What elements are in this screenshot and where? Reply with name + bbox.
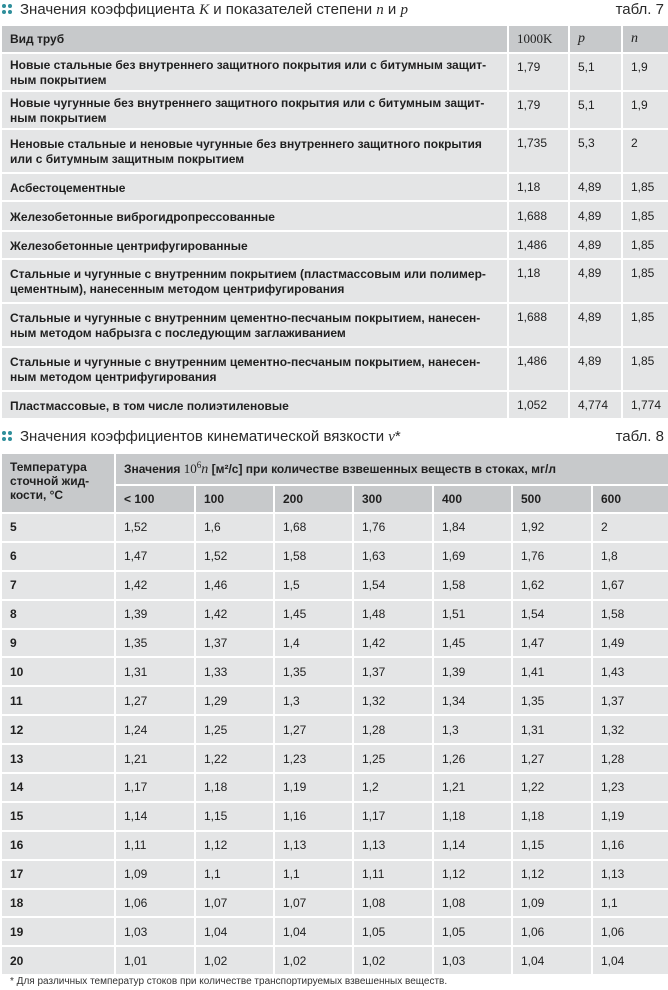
viscosity-value-cell: 1,13 [353, 831, 433, 860]
viscosity-value-cell: 1,5 [274, 571, 353, 600]
viscosity-value-cell: 1,23 [592, 773, 668, 802]
temperature-cell: 14 [1, 773, 115, 802]
table-row [1, 917, 668, 946]
n-value-cell: 1,9 [622, 53, 668, 91]
viscosity-value-cell: 1,39 [433, 657, 512, 686]
temperature-cell: 5 [1, 513, 115, 542]
footnote: * Для различных температур стоков при количестве транспортируемых взвешенных веществ. [10, 976, 448, 987]
table-row [1, 715, 668, 744]
pipe-type-cell: Новые чугунные без внутреннего защитного покрытия или с битумным защит-ным покрытием [1, 91, 508, 129]
table7-heading [0, 0, 668, 22]
viscosity-value-cell: 1,12 [433, 860, 512, 889]
viscosity-value-cell: 1,05 [433, 917, 512, 946]
viscosity-value-cell: 1,6 [195, 513, 274, 542]
table-row [1, 513, 668, 542]
viscosity-value-cell: 1,04 [195, 917, 274, 946]
viscosity-value-cell: 1,27 [274, 715, 353, 744]
viscosity-value-cell: 1,22 [195, 744, 274, 773]
n-value-cell: 1,774 [622, 391, 668, 419]
viscosity-value-cell: 1,42 [195, 600, 274, 629]
viscosity-value-cell: 1,14 [115, 802, 195, 831]
viscosity-value-cell: 1,05 [353, 917, 433, 946]
viscosity-value-cell: 1,06 [512, 917, 592, 946]
k-value-cell: 1,79 [508, 53, 569, 91]
viscosity-value-cell: 1,2 [353, 773, 433, 802]
viscosity-value-cell: 1,12 [512, 860, 592, 889]
table-row [1, 744, 668, 773]
viscosity-value-cell: 1,03 [433, 946, 512, 975]
table8-number: табл. 8 [615, 428, 664, 445]
viscosity-value-cell: 1,47 [512, 629, 592, 658]
p-value-cell: 5,1 [569, 53, 622, 91]
viscosity-value-cell: 1,07 [274, 889, 353, 918]
p-value-cell: 5,3 [569, 129, 622, 173]
viscosity-value-cell: 1,24 [115, 715, 195, 744]
table7-title: Значения коэффициента K и показателей степени n и p [20, 1, 408, 18]
viscosity-value-cell: 1,28 [592, 744, 668, 773]
temperature-cell: 17 [1, 860, 115, 889]
viscosity-value-cell: 1,58 [433, 571, 512, 600]
column-header: 300 [353, 485, 433, 513]
viscosity-value-cell: 1,07 [195, 889, 274, 918]
pipe-type-cell: Железобетонные виброгидропрессованные [1, 201, 508, 231]
viscosity-value-cell: 1,43 [592, 657, 668, 686]
header-p: p [569, 25, 622, 53]
viscosity-value-cell: 1,39 [115, 600, 195, 629]
viscosity-value-cell: 1,37 [195, 629, 274, 658]
table-row [1, 91, 668, 129]
viscosity-value-cell: 1,12 [195, 831, 274, 860]
viscosity-value-cell: 1,03 [115, 917, 195, 946]
viscosity-value-cell: 1,52 [115, 513, 195, 542]
table-row [1, 600, 668, 629]
temperature-cell: 20 [1, 946, 115, 975]
pipe-type-cell: Стальные и чугунные с внутренним цементно-песчаным покрытием, нанесен-ным методом центрифугирования [1, 347, 508, 391]
table-row [1, 347, 668, 391]
viscosity-value-cell: 1,31 [115, 657, 195, 686]
viscosity-value-cell: 1,15 [195, 802, 274, 831]
viscosity-value-cell: 1,32 [353, 686, 433, 715]
viscosity-value-cell: 1,76 [353, 513, 433, 542]
viscosity-value-cell: 1,25 [195, 715, 274, 744]
viscosity-value-cell: 1,16 [592, 831, 668, 860]
k-value-cell: 1,18 [508, 259, 569, 303]
viscosity-value-cell: 1,3 [274, 686, 353, 715]
viscosity-value-cell: 1,32 [592, 715, 668, 744]
pipe-type-cell: Стальные и чугунные с внутренним покрытием (пластмассовым или полимер-цементным), нанесенным методом центрифугирования [1, 259, 508, 303]
viscosity-value-cell: 1,09 [115, 860, 195, 889]
viscosity-value-cell: 1,8 [592, 542, 668, 571]
viscosity-value-cell: 1,18 [433, 802, 512, 831]
viscosity-value-cell: 1,54 [512, 600, 592, 629]
header-1000k: 1000K [508, 25, 569, 53]
header-temperature: Температура сточной жид-кости, °C [1, 453, 115, 513]
viscosity-value-cell: 1,84 [433, 513, 512, 542]
header-values: Значения $10^6n$ [м²/с] при количестве взвешенных веществ в стоках, мг/л [115, 453, 668, 485]
viscosity-value-cell: 1,14 [433, 831, 512, 860]
column-header: 100 [195, 485, 274, 513]
viscosity-value-cell: 1,02 [353, 946, 433, 975]
table-row [1, 542, 668, 571]
viscosity-value-cell: 1,19 [592, 802, 668, 831]
viscosity-value-cell: 1,21 [115, 744, 195, 773]
viscosity-value-cell: 1,27 [512, 744, 592, 773]
n-value-cell: 2 [622, 129, 668, 173]
header-n: n [622, 25, 668, 53]
pipe-type-cell: Железобетонные центрифугированные [1, 231, 508, 259]
viscosity-value-cell: 1,21 [433, 773, 512, 802]
k-value-cell: 1,486 [508, 347, 569, 391]
viscosity-value-cell: 1,1 [592, 889, 668, 918]
viscosity-value-cell: 1,52 [195, 542, 274, 571]
table-row [1, 946, 668, 975]
viscosity-value-cell: 1,04 [274, 917, 353, 946]
temperature-cell: 15 [1, 802, 115, 831]
table8 [0, 452, 668, 976]
viscosity-value-cell: 1,16 [274, 802, 353, 831]
table-row [1, 231, 668, 259]
temperature-cell: 8 [1, 600, 115, 629]
viscosity-value-cell: 1,62 [512, 571, 592, 600]
viscosity-value-cell: 1,04 [512, 946, 592, 975]
viscosity-value-cell: 1,58 [274, 542, 353, 571]
viscosity-value-cell: 1,01 [115, 946, 195, 975]
column-header: 600 [592, 485, 668, 513]
viscosity-value-cell: 1,51 [433, 600, 512, 629]
viscosity-value-cell: 1,35 [274, 657, 353, 686]
dots-icon [2, 431, 14, 443]
temperature-cell: 10 [1, 657, 115, 686]
viscosity-value-cell: 1,45 [433, 629, 512, 658]
k-value-cell: 1,688 [508, 303, 569, 347]
viscosity-value-cell: 1,23 [274, 744, 353, 773]
viscosity-value-cell: 1,41 [512, 657, 592, 686]
p-value-cell: 4,89 [569, 259, 622, 303]
viscosity-value-cell: 1,1 [195, 860, 274, 889]
viscosity-value-cell: 1,58 [592, 600, 668, 629]
pipe-type-cell: Новые стальные без внутреннего защитного покрытия или с битумным защит-ным покрытием [1, 53, 508, 91]
p-value-cell: 5,1 [569, 91, 622, 129]
k-value-cell: 1,052 [508, 391, 569, 419]
viscosity-value-cell: 1,47 [115, 542, 195, 571]
p-value-cell: 4,89 [569, 303, 622, 347]
k-value-cell: 1,735 [508, 129, 569, 173]
viscosity-value-cell: 1,17 [115, 773, 195, 802]
viscosity-value-cell: 1,11 [115, 831, 195, 860]
viscosity-value-cell: 1,33 [195, 657, 274, 686]
viscosity-value-cell: 1,26 [433, 744, 512, 773]
p-value-cell: 4,89 [569, 201, 622, 231]
viscosity-value-cell: 1,15 [512, 831, 592, 860]
viscosity-value-cell: 1,18 [512, 802, 592, 831]
column-header: 500 [512, 485, 592, 513]
viscosity-value-cell: 1,46 [195, 571, 274, 600]
viscosity-value-cell: 1,42 [353, 629, 433, 658]
table8-title: Значения коэффициентов кинематической вязкости ν* [20, 428, 401, 445]
viscosity-value-cell: 1,54 [353, 571, 433, 600]
viscosity-value-cell: 1,27 [115, 686, 195, 715]
viscosity-value-cell: 1,3 [433, 715, 512, 744]
table-row [1, 860, 668, 889]
viscosity-value-cell: 1,18 [195, 773, 274, 802]
dots-icon [2, 4, 14, 16]
k-value-cell: 1,18 [508, 173, 569, 201]
viscosity-value-cell: 1,67 [592, 571, 668, 600]
table-row [1, 129, 668, 173]
table-row [1, 303, 668, 347]
table7-number: табл. 7 [615, 1, 664, 18]
viscosity-value-cell: 1,63 [353, 542, 433, 571]
viscosity-value-cell: 1,31 [512, 715, 592, 744]
temperature-cell: 9 [1, 629, 115, 658]
viscosity-value-cell: 1,49 [592, 629, 668, 658]
p-value-cell: 4,89 [569, 231, 622, 259]
n-value-cell: 1,85 [622, 259, 668, 303]
temperature-cell: 7 [1, 571, 115, 600]
k-value-cell: 1,486 [508, 231, 569, 259]
table7 [0, 24, 668, 420]
viscosity-value-cell: 1,92 [512, 513, 592, 542]
temperature-cell: 16 [1, 831, 115, 860]
table-row [1, 571, 668, 600]
viscosity-value-cell: 1,1 [274, 860, 353, 889]
viscosity-value-cell: 1,34 [433, 686, 512, 715]
viscosity-value-cell: 1,08 [353, 889, 433, 918]
viscosity-value-cell: 1,4 [274, 629, 353, 658]
pipe-type-cell: Неновые стальные и неновые чугунные без внутреннего защитного покрытия или с битумным защитным покрытием [1, 129, 508, 173]
viscosity-value-cell: 1,11 [353, 860, 433, 889]
viscosity-value-cell: 1,02 [274, 946, 353, 975]
table-row [1, 391, 668, 419]
temperature-cell: 6 [1, 542, 115, 571]
viscosity-value-cell: 1,19 [274, 773, 353, 802]
table-row [1, 889, 668, 918]
table-row [1, 259, 668, 303]
pipe-type-cell: Пластмассовые, в том числе полиэтиленовые [1, 391, 508, 419]
k-value-cell: 1,688 [508, 201, 569, 231]
viscosity-value-cell: 1,25 [353, 744, 433, 773]
viscosity-value-cell: 1,35 [512, 686, 592, 715]
viscosity-value-cell: 1,28 [353, 715, 433, 744]
table-row [1, 802, 668, 831]
table-row [1, 686, 668, 715]
viscosity-value-cell: 1,29 [195, 686, 274, 715]
p-value-cell: 4,89 [569, 347, 622, 391]
viscosity-value-cell: 1,13 [274, 831, 353, 860]
temperature-cell: 19 [1, 917, 115, 946]
table-row [1, 53, 668, 91]
n-value-cell: 1,9 [622, 91, 668, 129]
viscosity-value-cell: 1,08 [433, 889, 512, 918]
n-value-cell: 1,85 [622, 231, 668, 259]
temperature-cell: 13 [1, 744, 115, 773]
column-header: < 100 [115, 485, 195, 513]
column-header: 200 [274, 485, 353, 513]
table-row [1, 773, 668, 802]
viscosity-value-cell: 1,06 [115, 889, 195, 918]
viscosity-value-cell: 1,45 [274, 600, 353, 629]
table-row [1, 629, 668, 658]
viscosity-value-cell: 1,37 [353, 657, 433, 686]
viscosity-value-cell: 1,17 [353, 802, 433, 831]
viscosity-value-cell: 1,09 [512, 889, 592, 918]
viscosity-value-cell: 1,02 [195, 946, 274, 975]
n-value-cell: 1,85 [622, 303, 668, 347]
table-row [1, 201, 668, 231]
viscosity-value-cell: 1,68 [274, 513, 353, 542]
pipe-type-cell: Асбестоцементные [1, 173, 508, 201]
viscosity-value-cell: 1,22 [512, 773, 592, 802]
n-value-cell: 1,85 [622, 173, 668, 201]
column-header: 400 [433, 485, 512, 513]
table-row [1, 831, 668, 860]
viscosity-value-cell: 1,69 [433, 542, 512, 571]
viscosity-value-cell: 1,13 [592, 860, 668, 889]
table-row [1, 173, 668, 201]
p-value-cell: 4,89 [569, 173, 622, 201]
temperature-cell: 18 [1, 889, 115, 918]
viscosity-value-cell: 1,37 [592, 686, 668, 715]
header-pipe-type: Вид труб [1, 25, 508, 53]
viscosity-value-cell: 2 [592, 513, 668, 542]
pipe-type-cell: Стальные и чугунные с внутренним цементно-песчаным покрытием, нанесен-ным методом набрызга с последующим заглаживанием [1, 303, 508, 347]
viscosity-value-cell: 1,48 [353, 600, 433, 629]
p-value-cell: 4,774 [569, 391, 622, 419]
table-row [1, 657, 668, 686]
viscosity-value-cell: 1,76 [512, 542, 592, 571]
viscosity-value-cell: 1,06 [592, 917, 668, 946]
temperature-cell: 11 [1, 686, 115, 715]
temperature-cell: 12 [1, 715, 115, 744]
viscosity-value-cell: 1,35 [115, 629, 195, 658]
viscosity-value-cell: 1,42 [115, 571, 195, 600]
k-value-cell: 1,79 [508, 91, 569, 129]
table8-heading [0, 427, 668, 449]
n-value-cell: 1,85 [622, 347, 668, 391]
table7-header-row [1, 25, 668, 53]
n-value-cell: 1,85 [622, 201, 668, 231]
viscosity-value-cell: 1,04 [592, 946, 668, 975]
